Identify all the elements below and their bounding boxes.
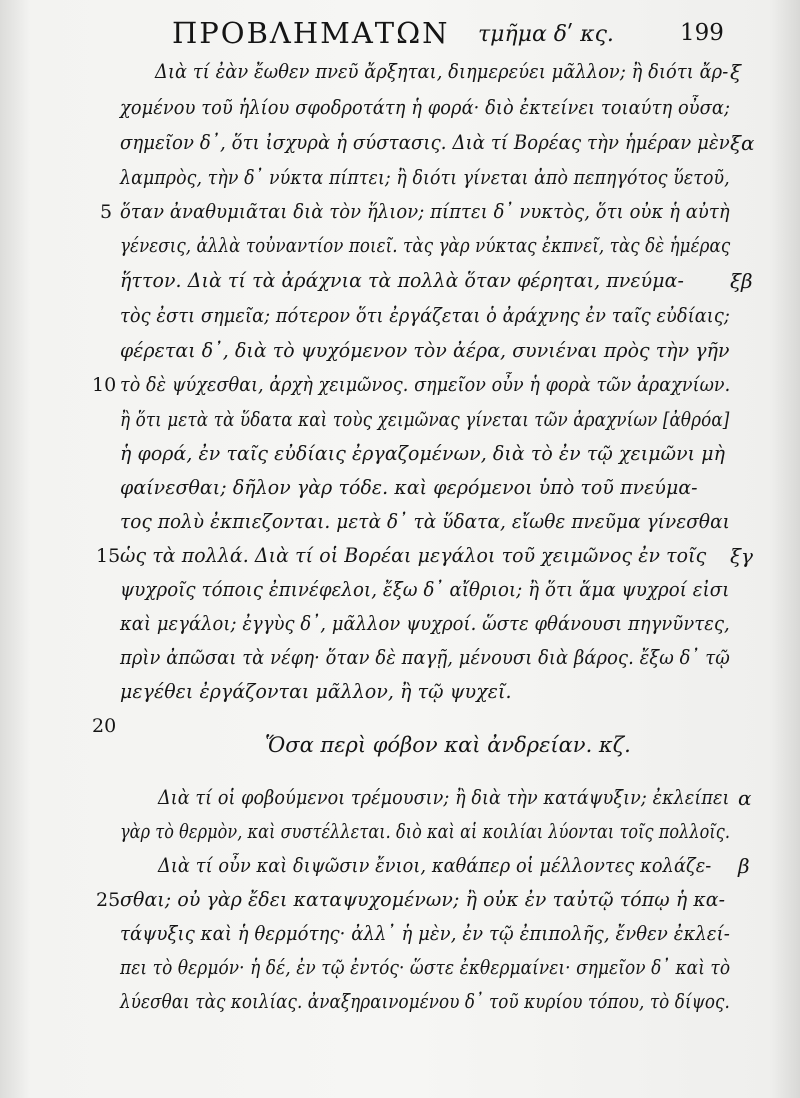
text-line: ἥττον. Διὰ τί τὰ ἀράχνια τὰ πολλὰ ὅταν φέρηται, πνεύμα- xyxy=(120,269,684,292)
text-line: λύεσθαι τὰς κοιλίας. ἀναξηραινομένου δ᾽ τοῦ κυρίου τόπου, τὸ δίψος. xyxy=(120,990,730,1013)
section-heading: Ὅσα περὶ φόβον καὶ ἀνδρείαν. κζ. xyxy=(265,733,631,757)
line-number: 20 xyxy=(92,715,117,737)
line-number: 25 xyxy=(96,889,121,911)
section-label: τμῆμα δʹ κς. xyxy=(478,22,614,47)
margin-note: ξγ xyxy=(730,544,753,568)
text-line: φέρεται δ᾽, διὰ τὸ ψυχόμενον τὸν ἀέρα, συνιέναι πρὸς τὴν γῆν xyxy=(120,339,730,362)
text-line: ἢ ὅτι μετὰ τὰ ὕδατα καὶ τοὺς χειμῶνας γίνεται τῶν ἀραχνίων [ἀθρόα] xyxy=(120,408,730,431)
line-number: 10 xyxy=(92,374,117,396)
text-line: Διὰ τί ἐὰν ἔωθεν πνεῦ ἄρξηται, διημερεύει μᾶλλον; ἢ διότι ἄρ- xyxy=(155,60,729,83)
margin-note: ξα xyxy=(730,131,755,155)
running-header xyxy=(0,14,800,54)
margin-note: ξ xyxy=(730,60,742,84)
text-line: γὰρ τὸ θερμὸν, καὶ συστέλλεται. διὸ καὶ αἱ κοιλίαι λύονται τοῖς πολλοῖς. xyxy=(120,820,731,843)
text-line: καὶ μεγάλοι; ἐγγὺς δ᾽, μᾶλλον ψυχροί. ὥστε φθάνουσι πηγνῦντες, xyxy=(120,612,730,635)
text-line: μεγέθει ἐργάζονται μᾶλλον, ἢ τῷ ψυχεῖ. xyxy=(120,680,512,703)
text-line: ἡ φορά, ἐν ταῖς εὐδίαις ἐργαζομένων, διὰ τὸ ἐν τῷ χειμῶνι μὴ xyxy=(120,442,726,465)
text-line: τάψυξις καὶ ἡ θερμότης· ἀλλ᾽ ἡ μὲν, ἐν τῷ ἐπιπολῆς, ἔνθεν ἐκλεί- xyxy=(120,922,730,945)
page-number: 199 xyxy=(680,20,724,46)
line-number: 15 xyxy=(96,545,121,567)
text-line: πρὶν ἀπῶσαι τὰ νέφη· ὅταν δὲ παγῇ, μένουσι διὰ βάρος. ἔξω δ᾽ τῷ xyxy=(120,646,730,669)
text-line: ὡς τὰ πολλά. Διὰ τί οἱ Βορέαι μεγάλοι τοῦ χειμῶνος ἐν τοῖς xyxy=(120,544,707,567)
text-line: Διὰ τί οὖν καὶ διψῶσιν ἔνιοι, καθάπερ οἱ μέλλοντες κολάζε- xyxy=(158,854,712,877)
text-line: σθαι; οὐ γὰρ ἔδει καταψυχομένων; ἢ οὐκ ἐν ταὐτῷ τόπῳ ἡ κα- xyxy=(120,888,726,911)
text-line: ὅταν ἀναθυμιᾶται διὰ τὸν ἥλιον; πίπτει δ᾽ νυκτὸς, ὅτι οὐκ ἡ αὐτὴ xyxy=(120,200,730,223)
text-line: πει τὸ θερμόν· ἡ δέ, ἐν τῷ ἐντός· ὥστε ἐκθερμαίνει· σημεῖον δ᾽ καὶ τὸ xyxy=(120,956,731,979)
text-line: φαίνεσθαι; δῆλον γὰρ τόδε. καὶ φερόμενοι ὑπὸ τοῦ πνεύμα- xyxy=(120,476,698,499)
text-line: σημεῖον δ᾽, ὅτι ἰσχυρὰ ἡ σύστασις. Διὰ τί Βορέας τὴν ἡμέραν μὲν xyxy=(120,131,730,154)
text-line: ψυχροῖς τόποις ἐπινέφελοι, ἔξω δ᾽ αἴθριοι; ἢ ὅτι ἅμα ψυχροί εἰσι xyxy=(120,578,730,601)
running-title: ΠΡΟΒΛΗΜΑΤΩΝ xyxy=(172,16,450,50)
text-line: τὸ δὲ ψύχεσθαι, ἀρχὴ χειμῶνος. σημεῖον οὖν ἡ φορὰ τῶν ἀραχνίων. xyxy=(120,373,731,396)
text-line: Διὰ τί οἱ φοβούμενοι τρέμουσιν; ἢ διὰ τὴν κατάψυξιν; ἐκλείπει xyxy=(158,786,730,809)
text-line: τὸς ἐστι σημεῖα; πότερον ὅτι ἐργάζεται ὁ ἀράχνης ἐν ταῖς εὐδίαις; xyxy=(120,304,730,327)
text-line: χομένου τοῦ ἡλίου σφοδροτάτη ἡ φορά· διὸ ἐκτείνει τοιαύτη οὖσα; xyxy=(120,96,731,119)
text-line: γένεσις, ἀλλὰ τοὐναντίον ποιεῖ. τὰς γὰρ νύκτας ἐκπνεῖ, τὰς δὲ ἡμέρας xyxy=(120,234,731,257)
margin-note: ξβ xyxy=(730,269,753,293)
line-number: 5 xyxy=(100,201,113,223)
margin-note: α xyxy=(738,786,752,810)
text-line: τος πολὺ ἐκπιεζονται. μετὰ δ᾽ τὰ ὕδατα, εἴωθε πνεῦμα γίνεσθαι xyxy=(120,510,730,533)
text-line: λαμπρὸς, τὴν δ᾽ νύκτα πίπτει; ἢ διότι γίνεται ἀπὸ πεπηγότος ὕετοῦ, xyxy=(120,166,730,189)
margin-note: β xyxy=(738,854,750,878)
